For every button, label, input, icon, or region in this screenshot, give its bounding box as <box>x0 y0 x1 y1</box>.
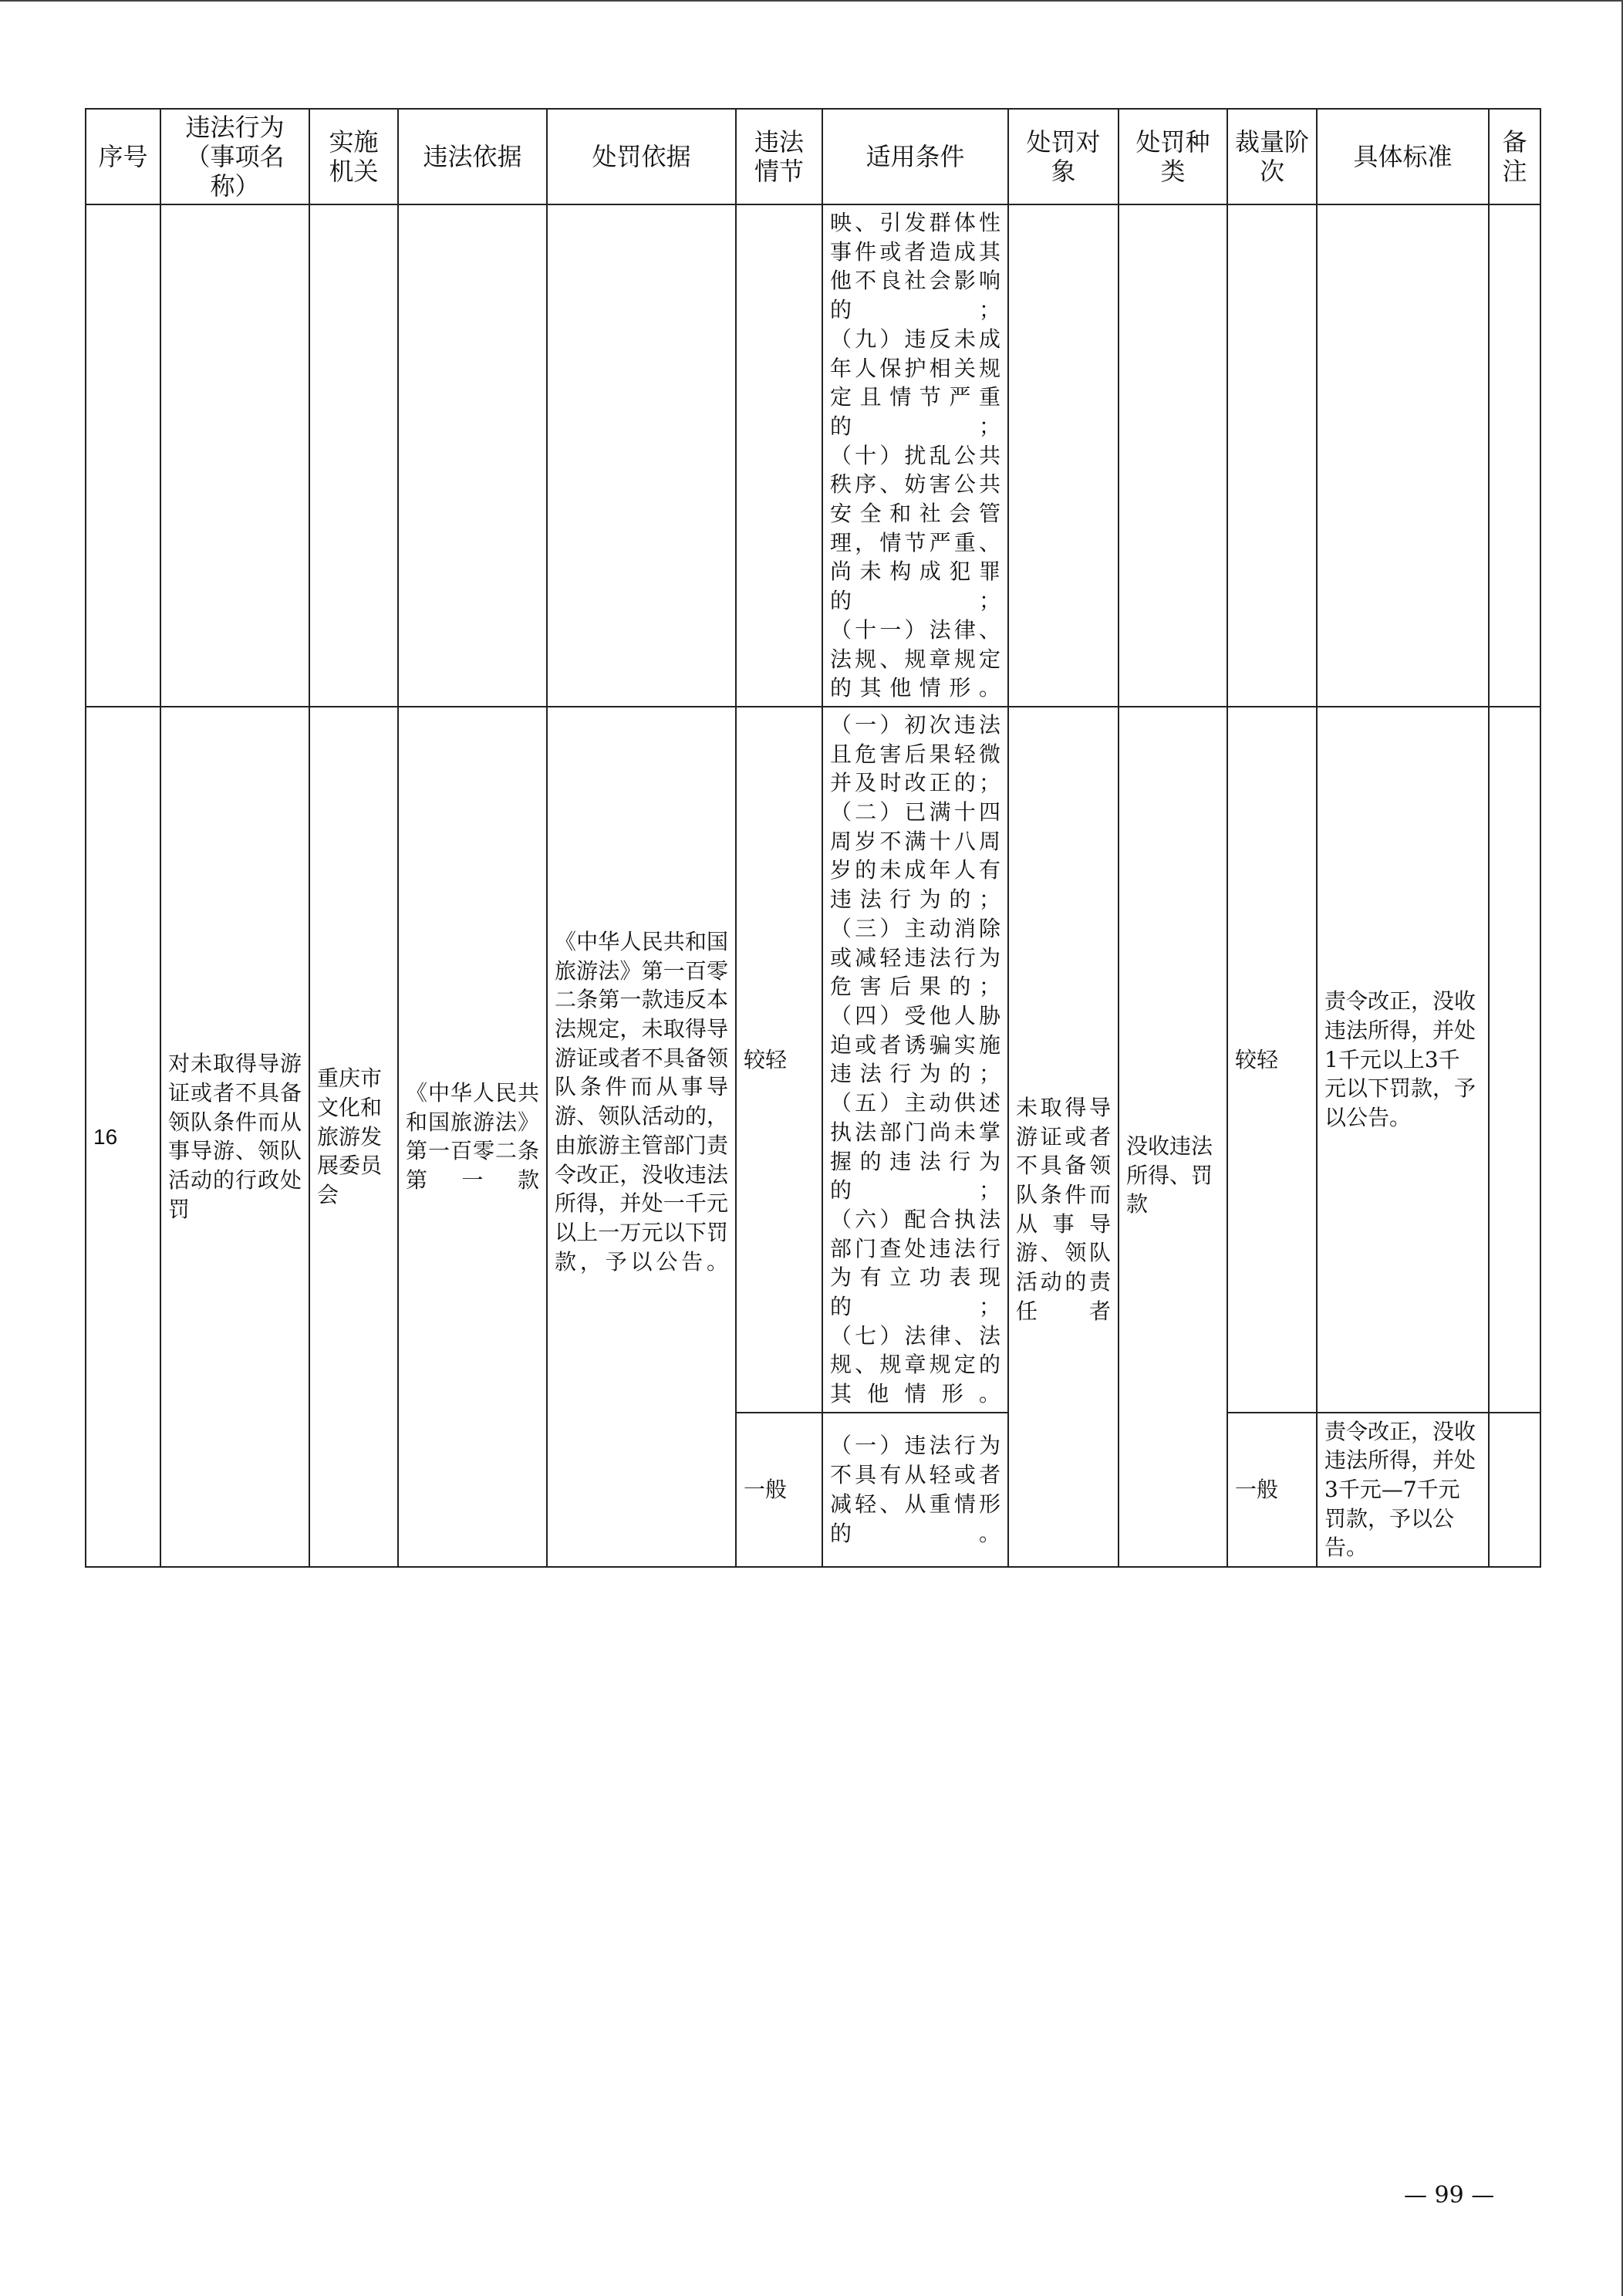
page-top-border <box>0 0 1623 2</box>
cell-standard-general: 责令改正，没收违法所得，并处3千元—7千元罚款，予以公告。 <box>1317 1413 1489 1567</box>
cell-empty <box>309 204 398 707</box>
cell-empty <box>1227 204 1317 707</box>
header-conditions: 适用条件 <box>822 109 1008 204</box>
header-penalty-type: 处罚种类 <box>1119 109 1227 204</box>
condition-line: （十）扰乱公共秩序、妨害公共安全和社会管理，情节严重、尚未构成犯罪的； <box>830 442 1000 614</box>
cell-empty <box>547 204 736 707</box>
condition-line: （九）违反未成年人保护相关规定且情节严重的； <box>830 326 1000 439</box>
header-note: 备注 <box>1489 109 1540 204</box>
cell-empty <box>736 204 822 707</box>
condition-line: （四）受他人胁迫或者诱骗实施违法行为的； <box>830 1002 1000 1087</box>
cell-circumstance-general: 一般 <box>736 1413 822 1567</box>
cell-conditions-general <box>822 1413 1008 1567</box>
table-row-continued <box>86 204 1540 707</box>
penalty-discretion-table <box>85 108 1541 1568</box>
condition-line: （一）违法行为不具有从轻或者减轻、从重情形的。 <box>830 1433 1000 1546</box>
header-level: 裁量阶次 <box>1227 109 1317 204</box>
cell-empty <box>1008 204 1119 707</box>
cell-note-general <box>1489 1413 1540 1567</box>
cell-empty <box>398 204 547 707</box>
cell-empty <box>1119 204 1227 707</box>
table-row-16-light <box>86 707 1540 1413</box>
cell-agency: 重庆市文化和旅游发展委员会 <box>309 707 398 1567</box>
cell-penalty-basis: 《中华人民共和国旅游法》第一百零二条第一款违反本法规定，未取得导游证或者不具备领队条件而从事导游、领队活动的，由旅游主管部门责令改正，没收违法所得，并处一千元以上一万元以下罚款，予以公告。 <box>547 707 736 1567</box>
header-circumstance: 违法情节 <box>736 109 822 204</box>
cell-circumstance-light: 较轻 <box>736 707 822 1413</box>
cell-target: 未取得导游证或者不具备领队条件而从事导游、领队活动的责任者 <box>1008 707 1119 1567</box>
condition-line: （三）主动消除或减轻违法行为危害后果的； <box>830 915 1000 1000</box>
condition-line: （十一）法律、法规、规章规定的其他情形。 <box>830 616 1000 701</box>
condition-line: （二）已满十四周岁不满十八周岁的未成年人有违法行为的； <box>830 799 1000 913</box>
header-standard: 具体标准 <box>1317 109 1489 204</box>
header-basis: 违法依据 <box>398 109 547 204</box>
condition-line: （六）配合执法部门查处违法行为有立功表现的； <box>830 1206 1000 1320</box>
cell-seq: 16 <box>86 707 160 1567</box>
cell-empty <box>1489 204 1540 707</box>
condition-line: （五）主动供述执法部门尚未掌握的违法行为的； <box>830 1090 1000 1204</box>
header-act: 违法行为（事项名称） <box>160 109 309 204</box>
cell-penalty-type: 没收违法所得、罚款 <box>1119 707 1227 1567</box>
cell-level-general: 一般 <box>1227 1413 1317 1567</box>
cell-conditions-continued <box>822 204 1008 707</box>
page-number: — 99 — <box>1404 2182 1495 2209</box>
cell-act: 对未取得导游证或者不具备领队条件而从事导游、领队活动的行政处罚 <box>160 707 309 1567</box>
condition-line: 映、引发群体性事件或者造成其他不良社会影响的； <box>830 210 1000 323</box>
table-header-row <box>86 109 1540 204</box>
cell-standard-light: 责令改正，没收违法所得，并处1千元以上3千元以下罚款，予以公告。 <box>1317 707 1489 1413</box>
cell-note-light <box>1489 707 1540 1413</box>
header-target: 处罚对象 <box>1008 109 1119 204</box>
cell-basis: 《中华人民共和国旅游法》第一百零二条第一款 <box>398 707 547 1567</box>
header-seq: 序号 <box>86 109 160 204</box>
condition-line: （一）初次违法且危害后果轻微并及时改正的； <box>830 711 1000 796</box>
cell-conditions-light <box>822 707 1008 1413</box>
cell-empty <box>1317 204 1489 707</box>
cell-empty <box>86 204 160 707</box>
header-penalty-basis: 处罚依据 <box>547 109 736 204</box>
cell-empty <box>160 204 309 707</box>
header-agency: 实施机关 <box>309 109 398 204</box>
condition-line: （七）法律、法规、规章规定的其他情形。 <box>830 1322 1000 1407</box>
cell-level-light: 较轻 <box>1227 707 1317 1413</box>
